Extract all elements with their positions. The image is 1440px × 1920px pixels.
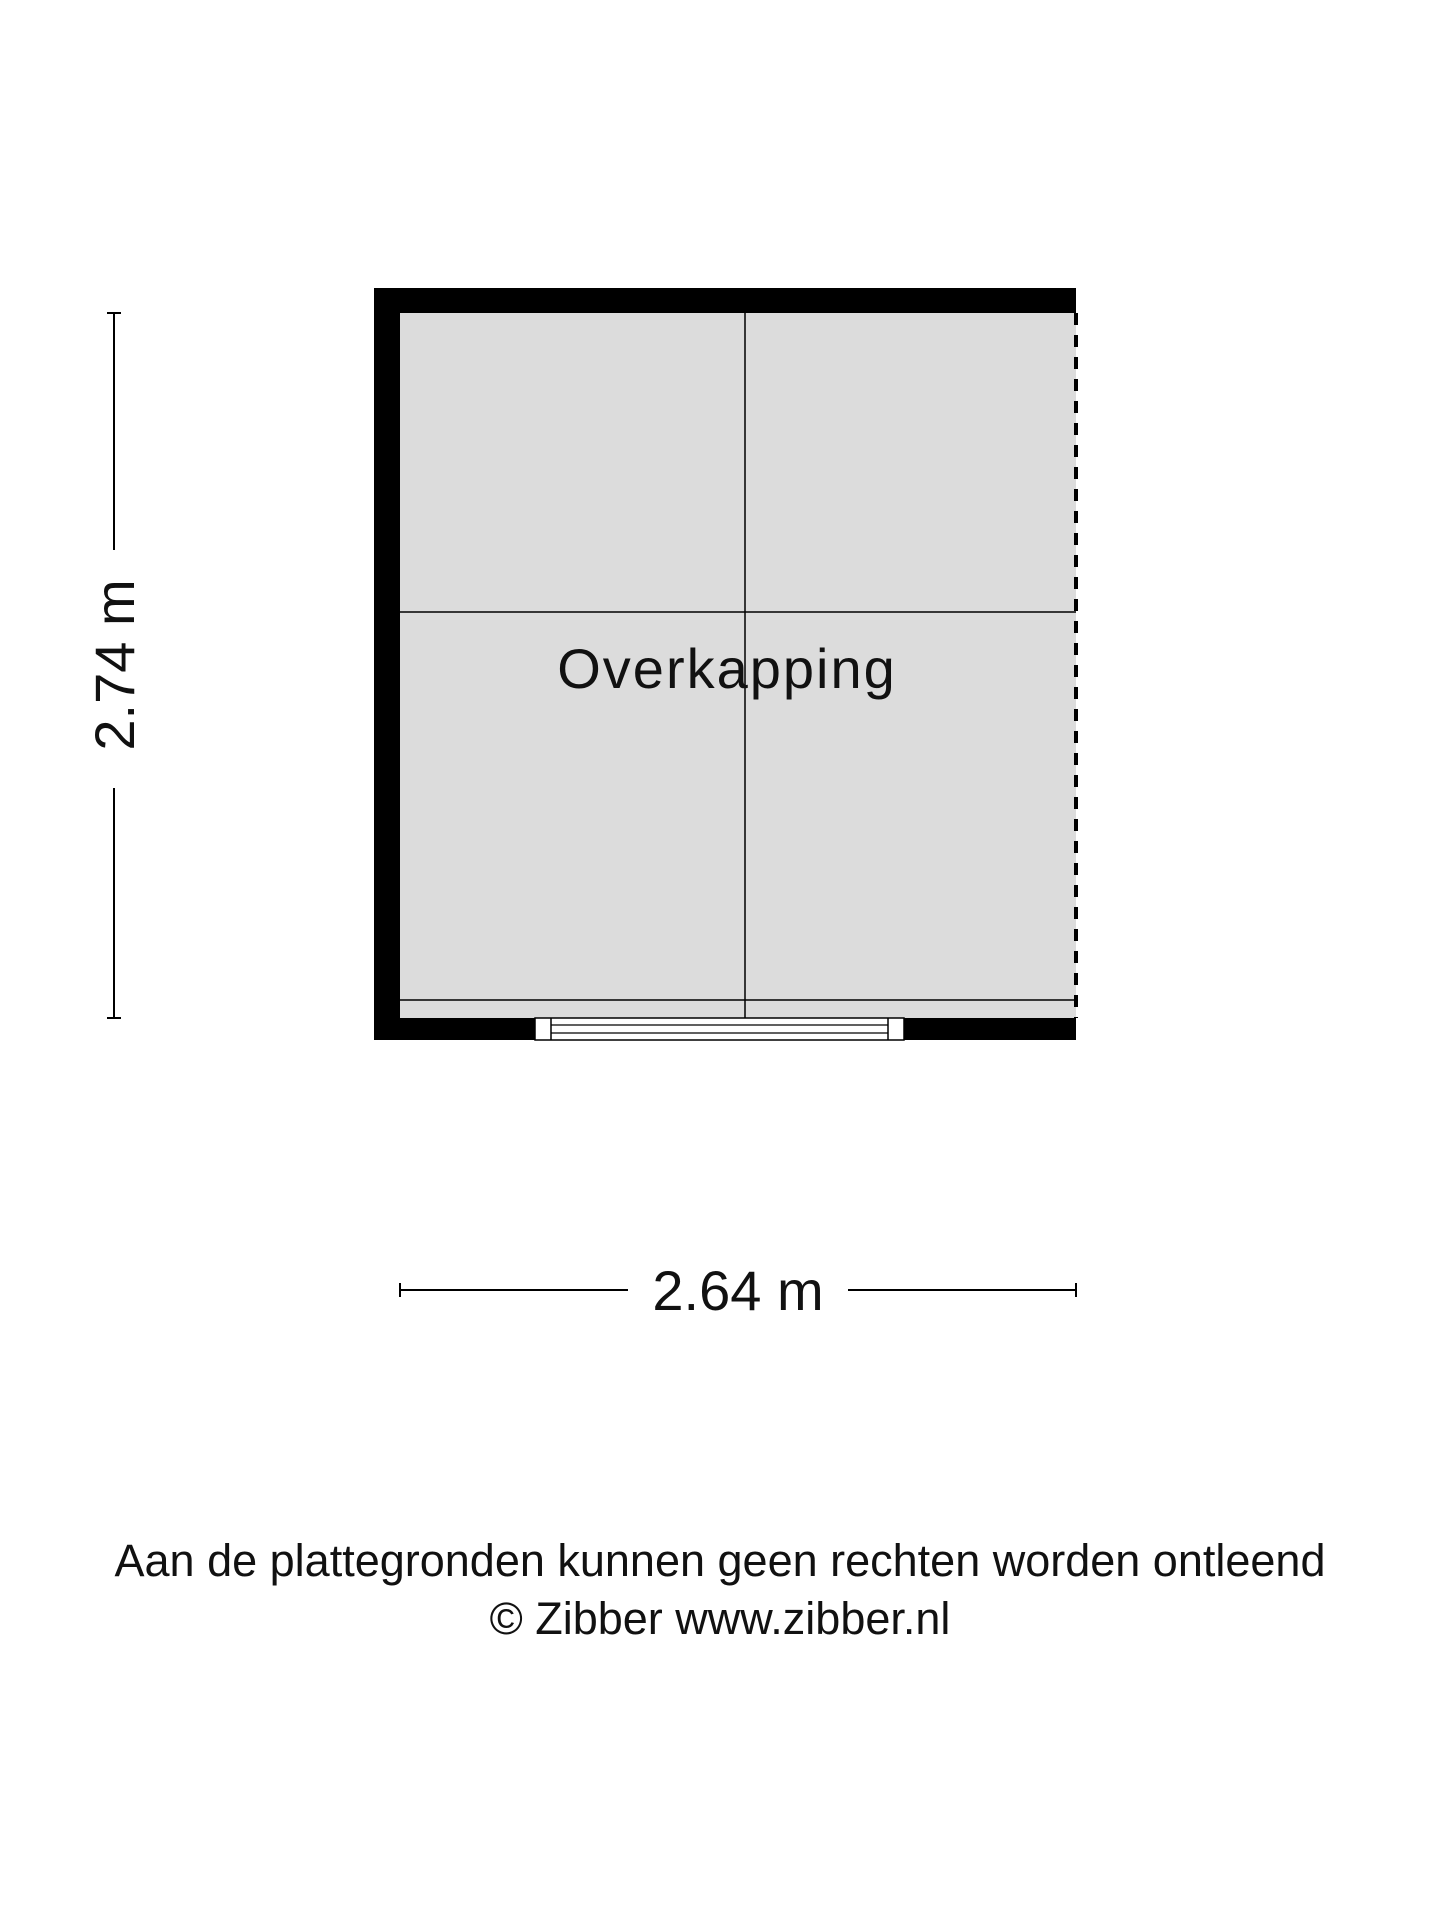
- dimension-vertical: [83, 313, 146, 1018]
- room-label: Overkapping: [557, 637, 897, 700]
- dimension-label-vertical: 2.74 m: [83, 579, 146, 751]
- wall-left: [374, 288, 400, 1040]
- bottom-window: [535, 1018, 904, 1040]
- window-frame: [535, 1018, 904, 1040]
- dimension-label-horizontal: 2.64 m: [652, 1259, 824, 1322]
- copyright-text: © Zibber www.zibber.nl: [489, 1593, 951, 1644]
- wall-top: [374, 288, 1076, 313]
- wall-bottom-left: [374, 1018, 535, 1040]
- dimension-horizontal: [400, 1259, 1076, 1322]
- disclaimer-text: Aan de plattegronden kunnen geen rechten worden ontleend: [114, 1535, 1326, 1586]
- wall-bottom-right: [904, 1018, 1076, 1040]
